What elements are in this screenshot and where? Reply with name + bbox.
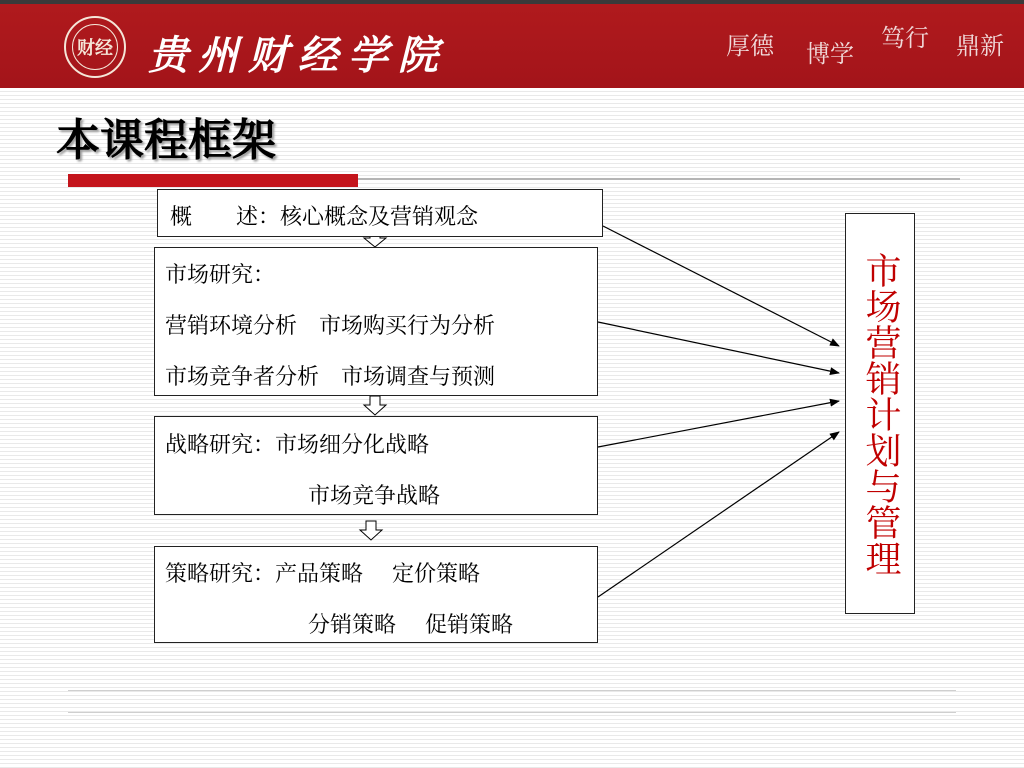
school-name: 贵州财经学院	[148, 32, 448, 79]
school-logo-text: 财经	[72, 24, 118, 70]
page-title: 本课程框架	[56, 115, 276, 166]
market-research-line-2: 营销环境分析 市场购买行为分析	[165, 314, 496, 339]
marketing-plan-box	[845, 213, 915, 614]
overview-box	[157, 189, 603, 237]
connector-market	[598, 322, 839, 373]
footer-divider	[68, 712, 956, 713]
tactics-research-box	[154, 546, 598, 643]
connector-tactics	[598, 432, 839, 597]
marketing-plan-label: 市场营销计划与管理	[860, 251, 901, 576]
down-arrow-icon	[360, 521, 382, 540]
market-research-box	[154, 247, 598, 396]
connector-strategy	[598, 401, 839, 447]
connector-overview	[603, 226, 839, 346]
market-research-line-3: 市场竞争者分析 市场调查与预测	[165, 365, 496, 390]
tactics-research-line-1: 策略研究：产品策略 定价策略	[165, 562, 480, 587]
tactics-research-line-2: 分销策略 促销策略	[308, 613, 513, 638]
strategy-research-line-1: 战略研究：市场细分化战略	[165, 433, 430, 458]
footer-divider	[68, 690, 956, 691]
motto-1: 厚德	[726, 32, 774, 60]
strategy-research-line-2: 市场竞争战略	[308, 484, 441, 509]
strategy-research-box	[154, 416, 598, 515]
market-research-heading: 市场研究：	[165, 263, 276, 288]
motto-3: 笃行	[881, 24, 929, 52]
motto-4: 鼎新	[956, 32, 1004, 60]
overview-line: 概 述：核心概念及营销观念	[170, 205, 479, 230]
down-arrow-icon	[364, 396, 386, 415]
motto-2: 博学	[806, 40, 854, 68]
